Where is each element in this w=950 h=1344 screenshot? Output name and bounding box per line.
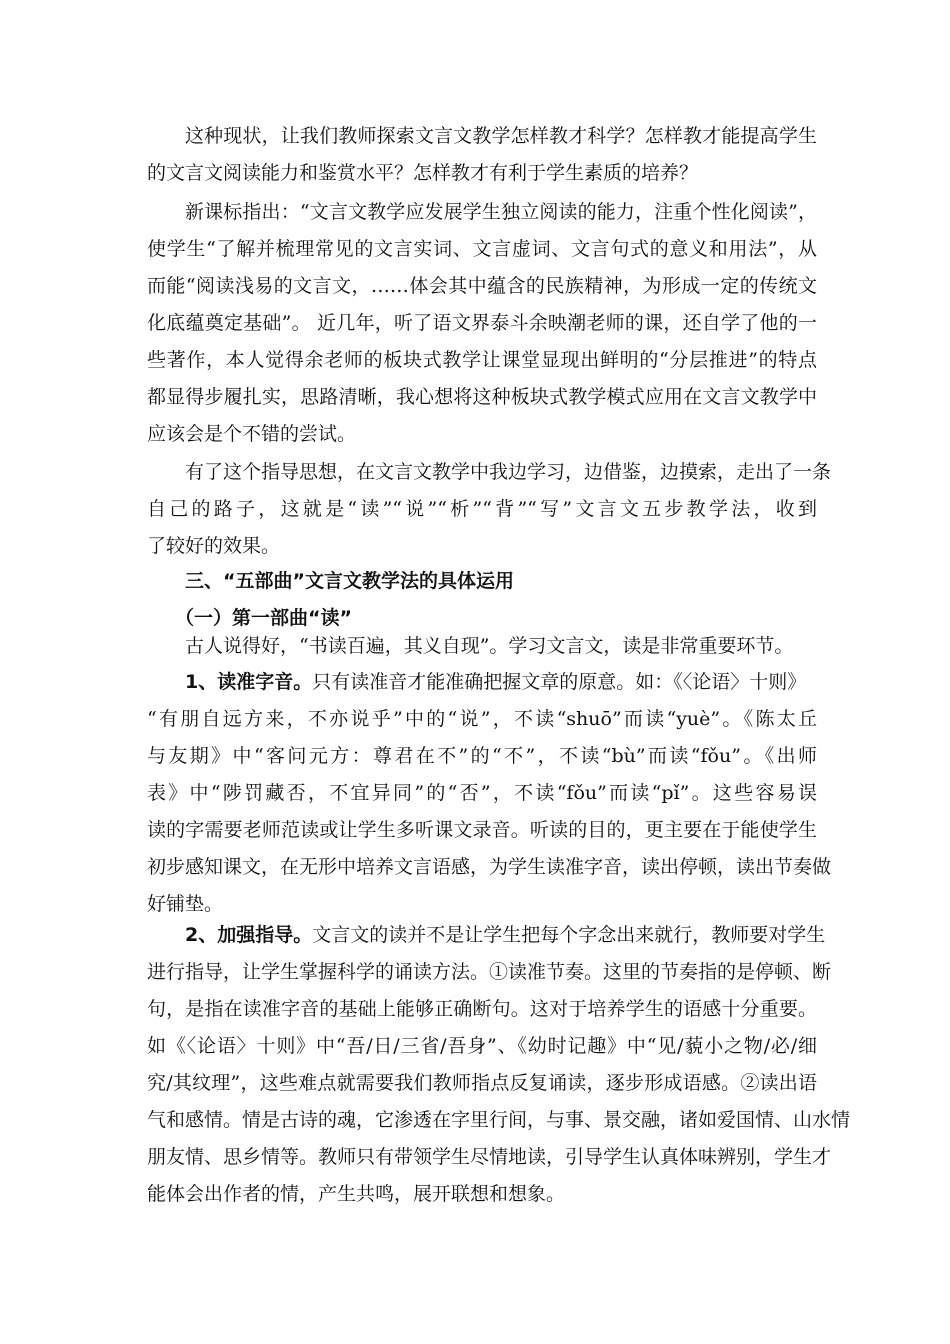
point-lead-pronunciation: 1、读准字音。 — [185, 671, 313, 693]
paragraph-guiding-idea — [147, 454, 832, 565]
text-line — [147, 917, 826, 954]
text-line: 朋友情、思乡情等。教师只有带领学生尽情地读，引导学生认真体味辨别，学生才 — [147, 1146, 832, 1168]
text-line: 使学生“了解并梳理常见的文言实词、文言虚词、文言句式的意义和用法”，从 — [147, 238, 817, 260]
section-heading — [147, 563, 817, 600]
text-line: 气和感情。情是古诗的魂，它渗透在字里行间，与事、景交融，诸如爱国情、山水情 — [147, 1109, 851, 1131]
text-line: 进行指导，让学生掌握科学的诵读方法。①读准节奏。这里的节奏指的是停顿、断 — [147, 961, 832, 983]
text-line: 初步感知课文，在无形中培养文言语感，为学生读准字音，读出停顿，读出节奏做 — [147, 856, 832, 878]
text-line: 些著作，本人觉得余老师的板块式教学让课堂显现出鲜明的“分层推进”的特点 — [147, 349, 817, 371]
text-line: 究/其纹理”，这些难点就需要我们教师指点反复诵读，逐步形成语感。②读出语 — [147, 1072, 817, 1094]
text-line: 的文言文阅读能力和鉴赏水平？怎样教才有利于学生素质的培养？ — [147, 162, 699, 184]
paragraph-current-situation — [147, 118, 817, 192]
text-line: 古人说得好，“书读百遍，其义自现”。学习文言文，读是非常重要环节。 — [185, 635, 794, 657]
text-line: 读的字需要老师范读或让学生多听课文录音。听读的目的，更主要在于能使学生 — [147, 819, 817, 841]
text-line: 新课标指出：“文言文教学应发展学生独立阅读的能力，注重个性化阅读”， — [185, 201, 817, 223]
text-line: 能体会出作者的情，产生共鸣，展开联想和想象。 — [147, 1183, 566, 1205]
text-line: 句，是指在读准字音的基础上能够正确断句。这对于培养学生的语感十分重要。 — [147, 998, 817, 1020]
text-line: 都显得步履扎实，思路清晰，我心想将这种板块式教学模式应用在文言文教学中 — [147, 386, 817, 408]
point-lead-guidance: 2、加强指导。 — [185, 924, 313, 946]
text-line-rest: 文言文的读并不是让学生把每个字念出来就行，教师要对学生 — [312, 924, 826, 946]
text-line: 表》中“陟罚藏否，不宜异同”的“否”，不读“fǒu”而读“pǐ”。这些容易误 — [147, 782, 817, 804]
subsection-heading-text: （一）第一部曲“读” — [175, 607, 352, 629]
text-line: 好铺垫。 — [147, 893, 224, 915]
paragraph-guidance — [147, 917, 851, 1213]
text-line: 如《〈论语〉十则》中“吾/日/三省/吾身”、《幼时记趣》中“见/藐小之物/必/细 — [147, 1035, 817, 1057]
paragraph-pronunciation — [147, 664, 832, 923]
text-line: 了较好的效果。 — [147, 535, 281, 557]
text-line: 化底蕴奠定基础”。 近几年，听了语文界泰斗余映潮老师的课，还自学了他的一 — [147, 312, 817, 334]
paragraph-new-curriculum — [147, 194, 817, 453]
text-line: 这种现状，让我们教师探索文言文教学怎样教才科学？怎样教才能提高学生 — [185, 125, 817, 147]
paragraph-reading-importance — [147, 628, 817, 665]
text-line: 应该会是个不错的尝试。 — [147, 423, 357, 445]
text-line: “有朋自远方来，不亦说乎”中的“说”，不读“shuō”而读“yuè”。《陈太丘 — [147, 708, 817, 730]
text-line: 而能“阅读浅易的文言文，……体会其中蕴含的民族精神，为形成一定的传统文 — [147, 275, 817, 297]
text-line — [147, 664, 817, 701]
text-line: 与友期》中“客问元方：尊君在不”的“不”，不读“bù”而读“fǒu”。《出师 — [147, 745, 817, 767]
text-line: 有了这个指导思想，在文言文教学中我边学习，边借鉴，边摸索，走出了一条 — [185, 461, 832, 483]
section-heading-text: 三、“五部曲”文言文教学法的具体运用 — [185, 570, 514, 592]
text-line: 自己的路子，这就是“读”“说”“析”“背”“写”文言文五步教学法，收到 — [147, 498, 817, 520]
text-line-rest: 只有读准音才能准确把握文章的原意。如：《〈论语〉十则》 — [312, 671, 807, 693]
